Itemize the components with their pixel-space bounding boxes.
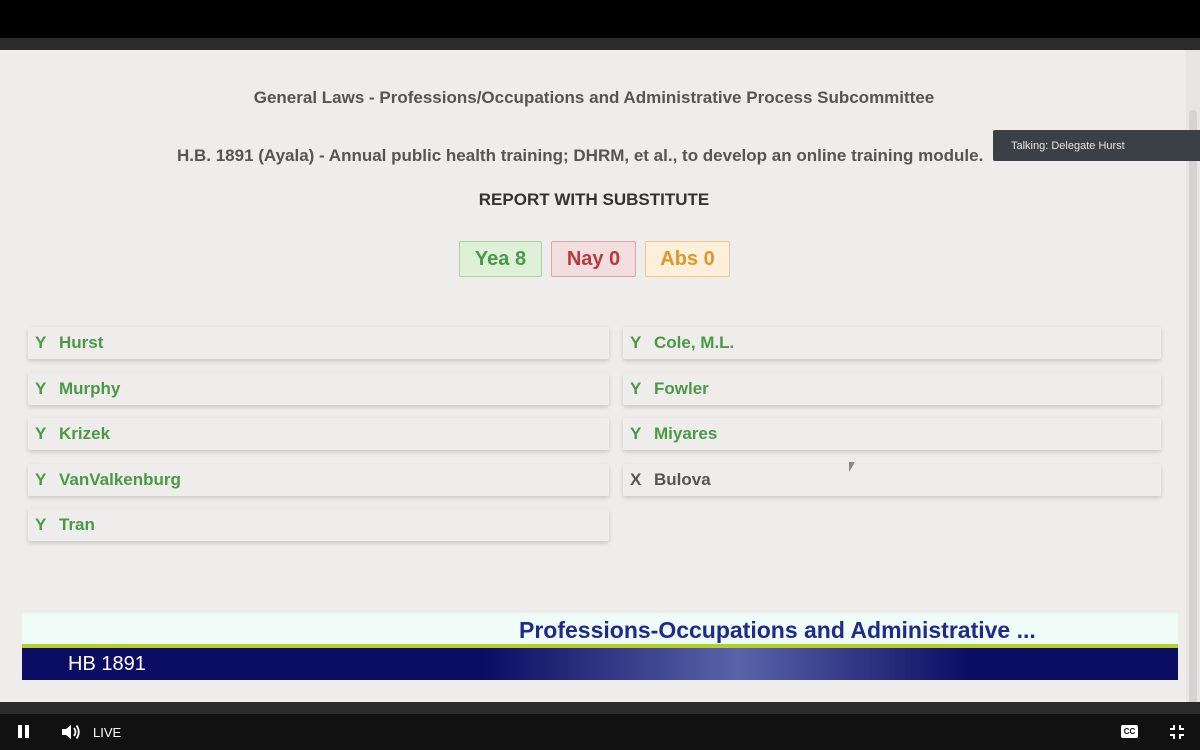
- top-divider: [0, 38, 1200, 50]
- talking-indicator: Talking: Delegate Hurst: [993, 130, 1200, 161]
- vote-mark: Y: [630, 379, 642, 398]
- vote-mark: Y: [35, 515, 47, 534]
- member-name: Fowler: [654, 379, 709, 398]
- vote-mark: Y: [35, 470, 47, 489]
- vote-row: [28, 509, 609, 541]
- vote-row: [28, 418, 609, 450]
- vote-row: [623, 373, 1161, 405]
- volume-icon[interactable]: [60, 723, 82, 741]
- bill-title: H.B. 1891 (Ayala) - Annual public health training; DHRM, et al., to develop an online training module.: [177, 146, 984, 165]
- lower-third-bill: HB 1891: [68, 653, 146, 675]
- member-name: Miyares: [654, 424, 718, 443]
- action-title: REPORT WITH SUBSTITUTE: [478, 190, 710, 209]
- scrollbar-thumb[interactable]: [1189, 110, 1197, 740]
- member-name: Bulova: [654, 470, 711, 489]
- player-progress-strip[interactable]: [0, 702, 1200, 714]
- lower-third-bill-bar: [22, 648, 1178, 680]
- member-name: Cole, M.L.: [654, 333, 735, 352]
- member-name: Murphy: [59, 379, 121, 398]
- player-controls: [0, 714, 1200, 750]
- live-label: LIVE: [93, 725, 122, 740]
- member-name: Hurst: [59, 333, 104, 352]
- committee-title: General Laws - Professions/Occupations and Administrative Process Subcommittee: [253, 88, 935, 107]
- vote-row: [623, 464, 1161, 496]
- vote-row: [623, 418, 1161, 450]
- member-name: VanValkenburg: [59, 470, 181, 489]
- top-black-bar: [0, 0, 1200, 38]
- abs-count: Abs 0: [645, 241, 730, 277]
- vote-row: [28, 373, 609, 405]
- exit-fullscreen-icon[interactable]: [1169, 724, 1185, 740]
- vote-mark: Y: [35, 424, 47, 443]
- vote-row: [28, 327, 609, 359]
- vote-mark: Y: [35, 379, 47, 398]
- vote-mark: Y: [630, 424, 642, 443]
- vote-mark: Y: [35, 333, 47, 352]
- member-name: Krizek: [59, 424, 111, 443]
- member-name: Tran: [59, 515, 95, 534]
- vote-mark: Y: [630, 333, 642, 352]
- lower-third-title-bar: [22, 613, 1178, 648]
- vote-row: [28, 464, 609, 496]
- vote-row: [623, 327, 1161, 359]
- nay-count: Nay 0: [551, 241, 636, 277]
- pause-icon[interactable]: [17, 725, 31, 739]
- lower-third-title: Professions-Occupations and Administrative ...: [519, 617, 1036, 643]
- vote-mark: X: [630, 470, 642, 489]
- yea-count: Yea 8: [459, 241, 542, 277]
- mouse-cursor-icon: [849, 462, 855, 472]
- closed-captions-icon[interactable]: CC: [1121, 725, 1138, 738]
